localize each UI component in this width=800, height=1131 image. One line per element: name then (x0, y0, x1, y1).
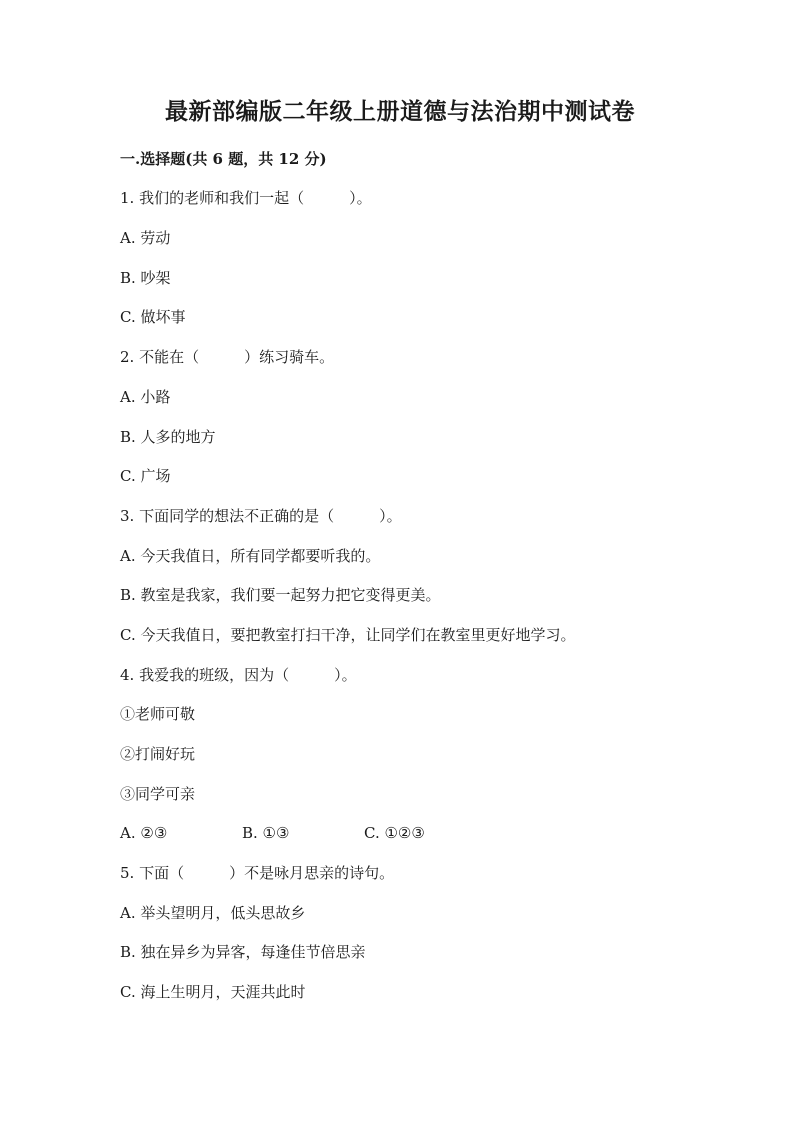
question-4-option-c: C. ①②③ (364, 824, 425, 842)
question-1-option-c: C. 做坏事 (120, 308, 186, 326)
question-3-stem: 3. 下面同学的想法不正确的是（ ）。 (120, 507, 402, 525)
question-2-option-c: C. 广场 (120, 467, 171, 485)
question-1-option-a: A. 劳动 (120, 229, 171, 247)
question-4-stem: 4. 我爱我的班级，因为（ ）。 (120, 666, 357, 684)
question-3-option-c: C. 今天我值日，要把教室打扫干净，让同学们在教室里更好地学习。 (120, 626, 576, 644)
question-1-option-b: B. 吵架 (120, 269, 171, 287)
question-4-item-3: ③同学可亲 (120, 785, 196, 803)
question-5-option-b: B. 独在异乡为异客，每逢佳节倍思亲 (120, 943, 366, 961)
question-5-stem: 5. 下面（ ）不是咏月思亲的诗句。 (120, 864, 395, 882)
question-3-option-a: A. 今天我值日，所有同学都要听我的。 (120, 547, 381, 565)
question-4-item-1: ①老师可敬 (120, 705, 196, 723)
question-1-stem: 1. 我们的老师和我们一起（ ）。 (120, 189, 372, 207)
question-2-option-a: A. 小路 (120, 388, 171, 406)
question-2-stem: 2. 不能在（ ）练习骑车。 (120, 348, 335, 366)
question-4-option-a: A. ②③ (120, 824, 168, 842)
question-2-option-b: B. 人多的地方 (120, 428, 216, 446)
question-5-option-a: A. 举头望明月，低头思故乡 (120, 904, 306, 922)
page-title: 最新部编版二年级上册道德与法治期中测试卷 (165, 98, 635, 125)
question-3-option-b: B. 教室是我家，我们要一起努力把它变得更美。 (120, 586, 441, 604)
question-4-option-b: B. ①③ (242, 824, 290, 842)
question-5-option-c: C. 海上生明月，天涯共此时 (120, 983, 306, 1001)
section-heading: 一.选择题(共 6 题，共 12 分) (120, 150, 327, 168)
question-4-item-2: ②打闹好玩 (120, 745, 196, 763)
